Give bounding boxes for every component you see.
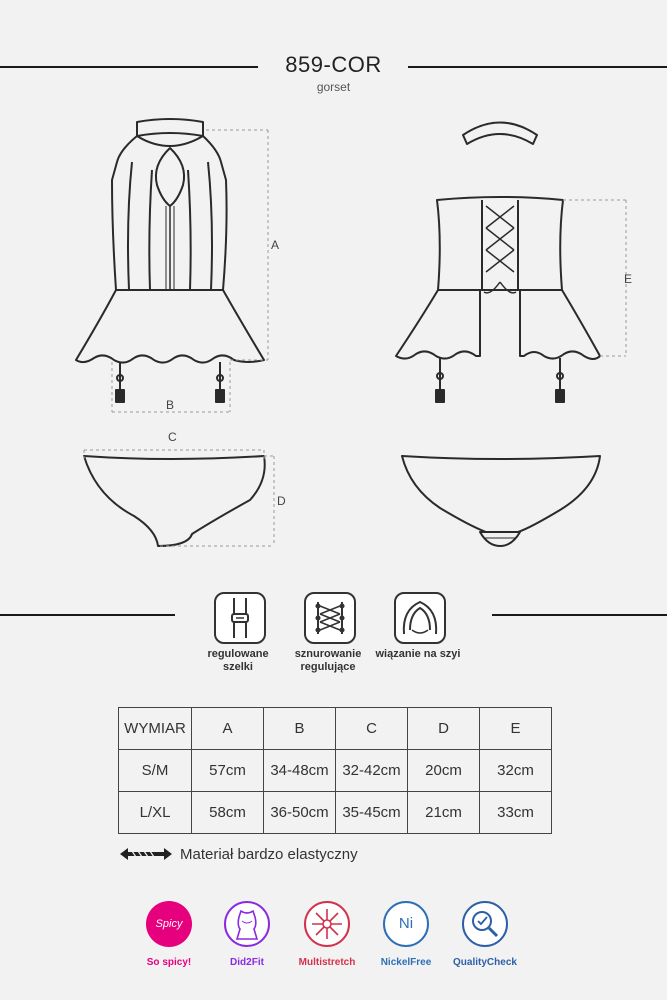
table-header-cell: A — [192, 708, 264, 750]
corset-back-drawing — [396, 123, 600, 403]
table-cell: 21cm — [408, 792, 480, 834]
elastic-note: Materiał bardzo elastyczny — [180, 846, 358, 863]
badge-label-spicy: So spicy! — [146, 957, 192, 968]
dimension-label-c: C — [168, 430, 177, 444]
dimension-label-d: D — [277, 494, 286, 508]
table-header-cell: E — [480, 708, 552, 750]
spicy-icon — [146, 901, 192, 947]
dimension-label-a: A — [271, 238, 280, 252]
table-header-row — [119, 708, 552, 750]
size-table — [118, 707, 552, 834]
dimension-label-e: E — [624, 272, 633, 286]
features-rule-right — [492, 614, 667, 616]
feature-label-neck: wiązanie na szyi — [375, 648, 461, 660]
table-cell: L/XL — [119, 792, 192, 834]
dimension-label-b: B — [166, 398, 175, 412]
nickel-badge-text: Ni — [398, 915, 414, 932]
feature-label-straps: regulowane szelki — [207, 648, 269, 673]
badge-label-qualitycheck: QualityCheck — [453, 957, 517, 968]
quality-check-icon — [462, 901, 508, 947]
badge-label-did2fit: Did2Fit — [230, 957, 264, 968]
table-cell: 58cm — [192, 792, 264, 834]
table-cell: 57cm — [192, 750, 264, 792]
table-row — [119, 750, 552, 792]
feature-label-lacing: sznurowanie regulujące — [294, 648, 362, 673]
table-cell: 32cm — [480, 750, 552, 792]
table-header-cell: D — [408, 708, 480, 750]
table-header-cell: C — [336, 708, 408, 750]
corset-front-drawing — [76, 119, 264, 402]
spicy-badge-text: Spicy — [155, 918, 183, 930]
adjustable-straps-icon — [214, 592, 266, 644]
multistretch-icon — [304, 901, 350, 947]
table-header-cell: B — [264, 708, 336, 750]
panty-back-drawing — [402, 456, 600, 546]
table-cell: 36-50cm — [264, 792, 336, 834]
neck-tie-icon — [394, 592, 446, 644]
product-subtitle: gorset — [316, 80, 351, 94]
lacing-icon — [304, 592, 356, 644]
product-code: 859-COR — [285, 52, 382, 77]
nickel-free-icon — [383, 901, 429, 947]
table-cell: S/M — [119, 750, 192, 792]
table-cell: 35-45cm — [336, 792, 408, 834]
table-cell: 33cm — [480, 792, 552, 834]
table-cell: 32-42cm — [336, 750, 408, 792]
table-cell: 20cm — [408, 750, 480, 792]
dress-fit-icon — [224, 901, 270, 947]
badge-label-nickelfree: NickelFree — [380, 957, 432, 968]
badge-label-multistretch: Multistretch — [298, 957, 356, 968]
panty-front-drawing — [84, 456, 265, 546]
table-row — [119, 792, 552, 834]
features-rule-left — [0, 614, 175, 616]
table-header-cell: WYMIAR — [119, 708, 192, 750]
table-cell: 34-48cm — [264, 750, 336, 792]
stretch-arrows-icon — [118, 847, 174, 861]
